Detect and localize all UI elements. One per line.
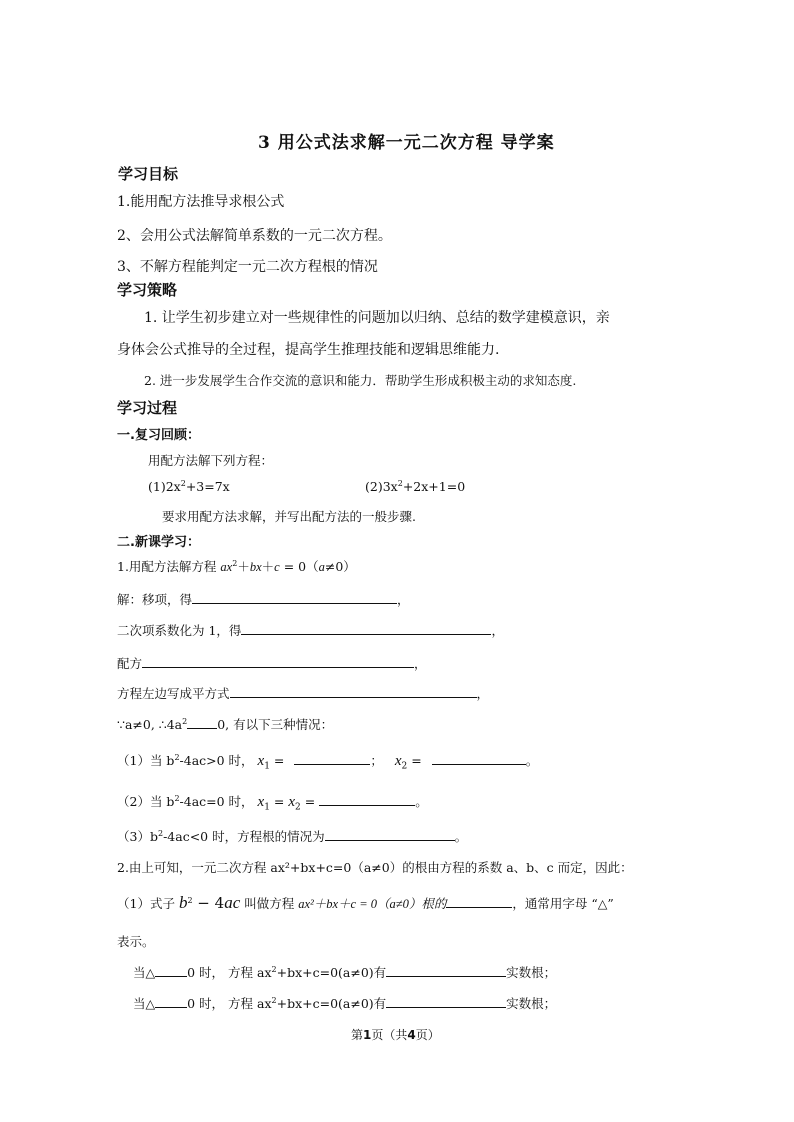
footer-part-a: 第	[351, 1028, 364, 1042]
when-part-a: 当△	[133, 965, 156, 980]
when-part-d: 实数根；	[506, 996, 557, 1011]
review-heading: 一.复习回顾：	[117, 428, 200, 443]
when-part-c: +bx+c=0(a≠0)有	[276, 996, 387, 1011]
case-3-part-a: （3）b	[117, 829, 158, 844]
answer-blank[interactable]	[155, 993, 187, 1008]
review-note: 要求用配方法求解，并写出配方法的一般步骤.	[162, 509, 416, 524]
since-line	[117, 714, 333, 733]
var-x: x	[394, 753, 402, 769]
strategy-2: 2. 进一步发展学生合作交流的意识和能力．帮助学生形成积极主动的求知态度.	[144, 373, 577, 388]
subscript: 2	[295, 802, 301, 813]
strategy-heading: 学习策略	[117, 281, 178, 299]
condition-line-2	[133, 993, 556, 1012]
equals: =	[407, 753, 426, 768]
review-intro: 用配方法解下列方程：	[148, 453, 274, 468]
page-footer	[351, 1026, 440, 1043]
case-1-part-b: -4ac>0 时，	[179, 753, 254, 768]
when-part-d: 实数根；	[506, 965, 557, 980]
plus-sign: ＋	[261, 559, 275, 574]
var-bx: bx	[249, 560, 262, 574]
superscript: 2	[174, 752, 180, 762]
superscript: 2	[271, 964, 277, 974]
case-1	[117, 750, 538, 772]
when-part-b: 0 时， 方程 ax	[187, 996, 272, 1011]
subscript: 1	[264, 761, 270, 772]
superscript: 2	[397, 479, 403, 488]
when-part-a: 当△	[133, 996, 156, 1011]
goal-1: 1.能用配方法推导求根公式	[117, 194, 285, 210]
equals: =	[269, 753, 289, 768]
subscript: 2	[401, 761, 408, 772]
since-part-b: 0, 有以下三种情况：	[217, 717, 334, 732]
footer-part-c: 页（共	[371, 1028, 408, 1042]
answer-blank[interactable]	[386, 993, 506, 1008]
equals: =	[269, 794, 289, 809]
answer-blank[interactable]	[386, 962, 506, 977]
process-heading: 学习过程	[117, 399, 178, 417]
minus-four: − 4	[192, 894, 225, 912]
superscript: 2	[182, 716, 188, 726]
q2-1-part-a: （1）式子	[117, 896, 179, 911]
superscript: 2	[187, 895, 193, 905]
goal-2: 2、会用公式法解简单系数的一元二次方程。	[117, 228, 392, 244]
question-1-title	[117, 557, 356, 575]
step-3	[117, 653, 427, 672]
semicolon: ；	[370, 753, 383, 768]
step-2-label: 二次项系数化为 1，得	[117, 623, 242, 638]
superscript: 2	[232, 558, 238, 568]
period: 。	[525, 753, 539, 768]
total-pages-number: 4	[407, 1028, 416, 1042]
var-x: x	[257, 753, 265, 769]
eq-zero: = 0（	[279, 559, 319, 574]
period: 。	[454, 829, 468, 844]
question-2-1-cont: 表示。	[117, 934, 155, 949]
case-2	[117, 791, 428, 813]
new-lesson-heading: 二.新课学习：	[117, 535, 200, 550]
answer-blank[interactable]	[294, 750, 370, 765]
case-3	[117, 826, 467, 845]
equation: ax²＋bx＋c = 0（a≠0）根的	[298, 897, 447, 911]
condition: ≠0）	[324, 559, 356, 574]
superscript: 2	[271, 995, 277, 1005]
review-eq-2-part-b: +2x+1=0	[402, 479, 466, 495]
since-part-a: ∵a≠0, ∴4a	[117, 717, 183, 732]
q1-text: 1.用配方法解方程	[117, 559, 221, 574]
footer-part-e: 页）	[415, 1028, 440, 1042]
q2-1-part-e: 叫做方程	[240, 896, 299, 911]
q2-1-part-g: ，通常用字母 “△”	[512, 896, 614, 911]
var-ac: ac	[224, 893, 241, 912]
var-c: c	[274, 560, 280, 574]
var-a2: a	[318, 560, 325, 574]
comma: ，	[397, 592, 410, 607]
case-1-part-a: （1）当 b	[117, 753, 175, 768]
comma: ，	[476, 686, 490, 701]
current-page-number: 1	[363, 1028, 372, 1042]
question-2: 2.由上可知，一元二次方程 ax²+bx+c=0（a≠0）的根由方程的系数 a、b、c 而定，因此：	[117, 860, 633, 875]
condition-line-1	[133, 962, 556, 981]
var-x: x	[257, 794, 265, 810]
superscript: 2	[174, 793, 180, 803]
step-1-label: 解：移项，得	[117, 592, 193, 607]
when-part-c: +bx+c=0(a≠0)有	[276, 965, 387, 980]
answer-blank[interactable]	[187, 714, 217, 729]
page-title: 3 用公式法求解一元二次方程 导学案	[258, 133, 555, 153]
period: 。	[415, 794, 428, 809]
superscript: 2	[157, 828, 164, 838]
step-4-label: 方程左边写成平方式	[117, 686, 230, 701]
comma: ，	[491, 623, 504, 638]
case-2-part-a: （2）当 b	[117, 794, 175, 809]
when-part-b: 0 时， 方程 ax	[187, 965, 272, 980]
answer-blank[interactable]	[241, 620, 491, 635]
answer-blank[interactable]	[432, 750, 526, 765]
comma: ，	[414, 656, 427, 671]
goals-heading: 学习目标	[118, 165, 179, 183]
strategy-1-line1: 1. 让学生初步建立对一些规律性的问题加以归纳、总结的数学建模意识，亲	[144, 310, 610, 326]
step-1	[117, 589, 410, 608]
review-eq-1-part-a: (1)2x	[148, 479, 181, 495]
review-eq-1-part-b: +3=7x	[185, 479, 230, 495]
answer-blank[interactable]	[142, 653, 414, 668]
subscript: 1	[264, 802, 270, 813]
answer-blank[interactable]	[155, 962, 187, 977]
review-eq-1	[148, 479, 230, 494]
superscript: 2	[180, 479, 186, 488]
answer-blank[interactable]	[230, 683, 477, 698]
answer-blank[interactable]	[446, 893, 512, 908]
var-a: ax	[220, 560, 233, 574]
review-eq-2	[365, 479, 465, 494]
plus-sign: ＋	[237, 559, 250, 574]
var-b: b	[178, 893, 188, 912]
var-x: x	[288, 794, 296, 810]
answer-blank[interactable]	[192, 589, 397, 604]
equals: =	[300, 794, 320, 809]
step-4	[117, 683, 489, 702]
review-eq-2-part-a: (2)3x	[365, 479, 398, 495]
strategy-1-line2: 身体会公式推导的全过程，提高学生推理技能和逻辑思维能力.	[117, 342, 500, 358]
answer-blank[interactable]	[325, 826, 455, 841]
case-2-part-b: -4ac=0 时，	[179, 794, 254, 809]
case-3-part-b: -4ac<0 时，方程根的情况为	[163, 829, 325, 844]
answer-blank[interactable]	[319, 791, 415, 806]
goal-3: 3、不解方程能判定一元二次方程根的情况	[117, 259, 378, 275]
question-2-1	[117, 893, 614, 913]
step-3-label: 配方	[117, 656, 143, 671]
step-2	[117, 620, 504, 639]
